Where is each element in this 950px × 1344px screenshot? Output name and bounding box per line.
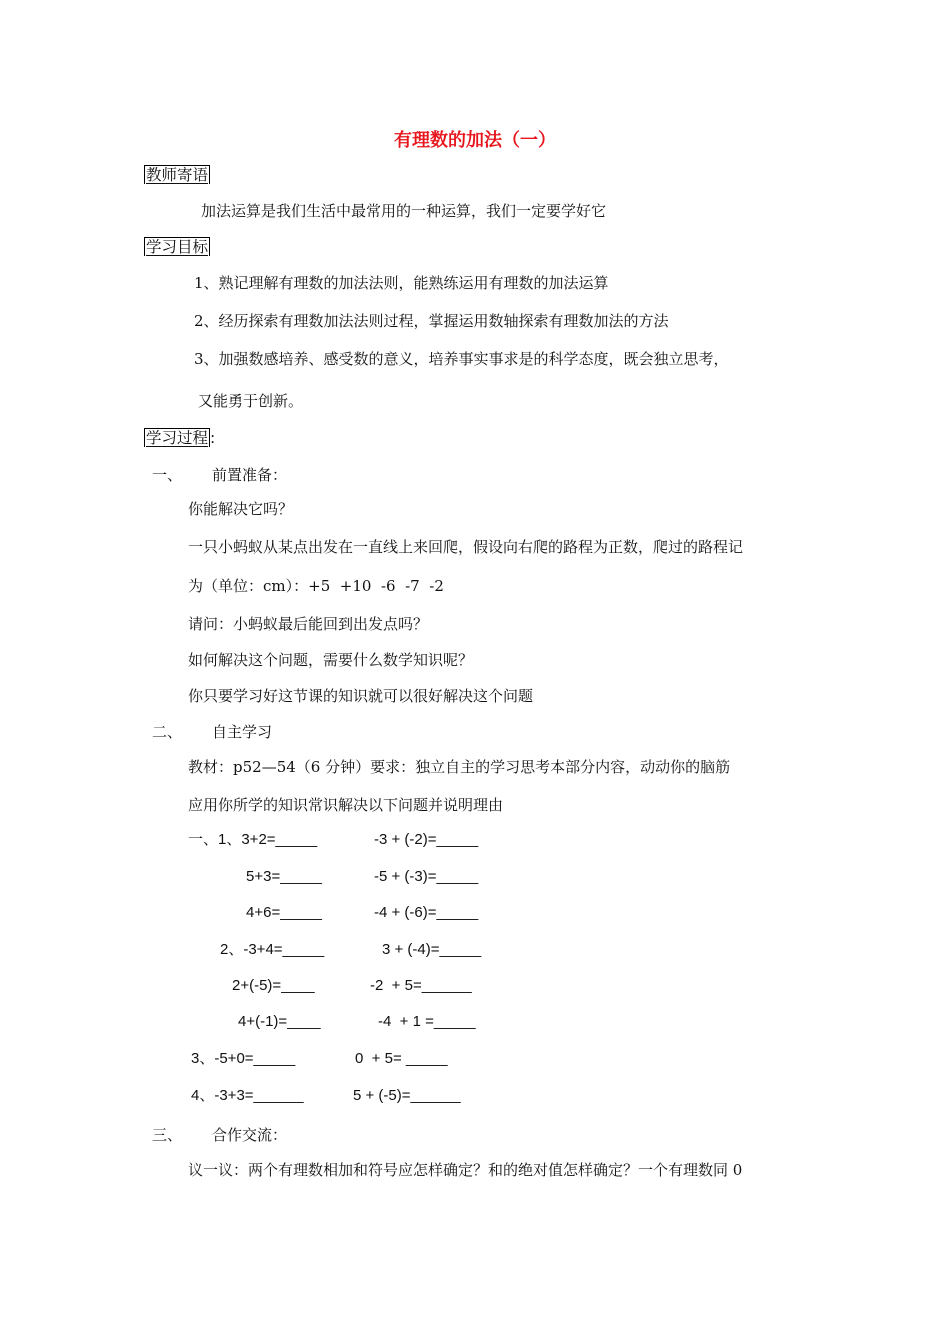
teacher-message-text: 加法运算是我们生活中最常用的一种运算，我们一定要学好它: [201, 202, 607, 220]
document-title: 有理数的加法（一）: [394, 130, 556, 151]
exercise-7-right: 0 + 5= _____: [355, 1050, 448, 1067]
goal-item-3-continued: 又能勇于创新。: [198, 392, 304, 410]
exercise-2-right: -5 + (-3)=_____: [374, 868, 479, 885]
learning-goals-heading: [144, 237, 210, 257]
part1-line-5: 如何解决这个问题，需要什么数学知识呢？: [188, 651, 474, 669]
part1-line-6: 你只要学习好这节课的知识就可以很好解决这个问题: [188, 687, 534, 705]
part1-line-1: 你能解决它吗？: [188, 500, 294, 518]
exercise-6-left: 4+(-1)=____: [238, 1013, 321, 1030]
exercise-8-left: 4、-3+3=______: [191, 1087, 304, 1104]
part1-line-2: 一只小蚂蚁从某点出发在一直线上来回爬，假设向右爬的路程为正数，爬过的路程记: [188, 538, 744, 556]
part2-line-1: 教材：p52—54（6 分钟）要求：独立自主的学习思考本部分内容，动动你的脑筋: [188, 758, 731, 776]
exercise-1-left: 一、1、3+2=_____: [188, 831, 318, 848]
part2-title: 自主学习: [212, 723, 273, 741]
part3-line-1: 议一议：两个有理数相加和符号应怎样确定？和的绝对值怎样确定？一个有理数同 0: [188, 1161, 743, 1179]
exercise-1-right: -3 + (-2)=_____: [374, 831, 479, 848]
goal-item-1: 1、熟记理解有理数的加法法则，能熟练运用有理数的加法运算: [194, 274, 609, 292]
exercise-8-right: 5 + (-5)=______: [353, 1087, 461, 1104]
learning-process-colon: :: [210, 429, 216, 447]
part1-line-3: 为（单位：cm）：+5 +10 -6 -7 -2: [188, 577, 444, 595]
learning-goals-heading-label: 学习目标: [146, 238, 209, 256]
exercise-3-right: -4 + (-6)=_____: [374, 904, 479, 921]
part1-title: 前置准备：: [212, 466, 288, 484]
part2-index: 二、: [152, 723, 183, 741]
part3-title: 合作交流：: [212, 1126, 288, 1144]
exercise-2-left: 5+3=_____: [246, 868, 322, 885]
exercise-3-left: 4+6=_____: [246, 904, 322, 921]
part1-line-4: 请问：小蚂蚁最后能回到出发点吗？: [188, 615, 429, 633]
part3-index: 三、: [152, 1126, 183, 1144]
goal-item-3: 3、加强数感培养、感受数的意义，培养事实事求是的科学态度，既会独立思考，: [194, 350, 729, 368]
exercise-7-left: 3、-5+0=_____: [191, 1050, 296, 1067]
goal-item-2: 2、经历探索有理数加法法则过程，掌握运用数轴探索有理数加法的方法: [194, 312, 669, 330]
learning-process-heading: [144, 428, 215, 448]
exercise-6-right: -4 + 1 =_____: [378, 1013, 476, 1030]
teacher-message-heading-label: 教师寄语: [146, 166, 209, 184]
exercise-4-right: 3 + (-4)=_____: [382, 941, 482, 958]
part1-index: 一、: [152, 466, 183, 484]
teacher-message-heading: [144, 165, 210, 185]
exercise-4-left: 2、-3+4=_____: [220, 941, 325, 958]
part2-line-2: 应用你所学的知识常识解决以下问题并说明理由: [188, 796, 504, 814]
exercise-5-left: 2+(-5)=____: [232, 977, 315, 994]
exercise-5-right: -2 + 5=______: [370, 977, 472, 994]
learning-process-heading-label: 学习过程: [146, 429, 209, 447]
